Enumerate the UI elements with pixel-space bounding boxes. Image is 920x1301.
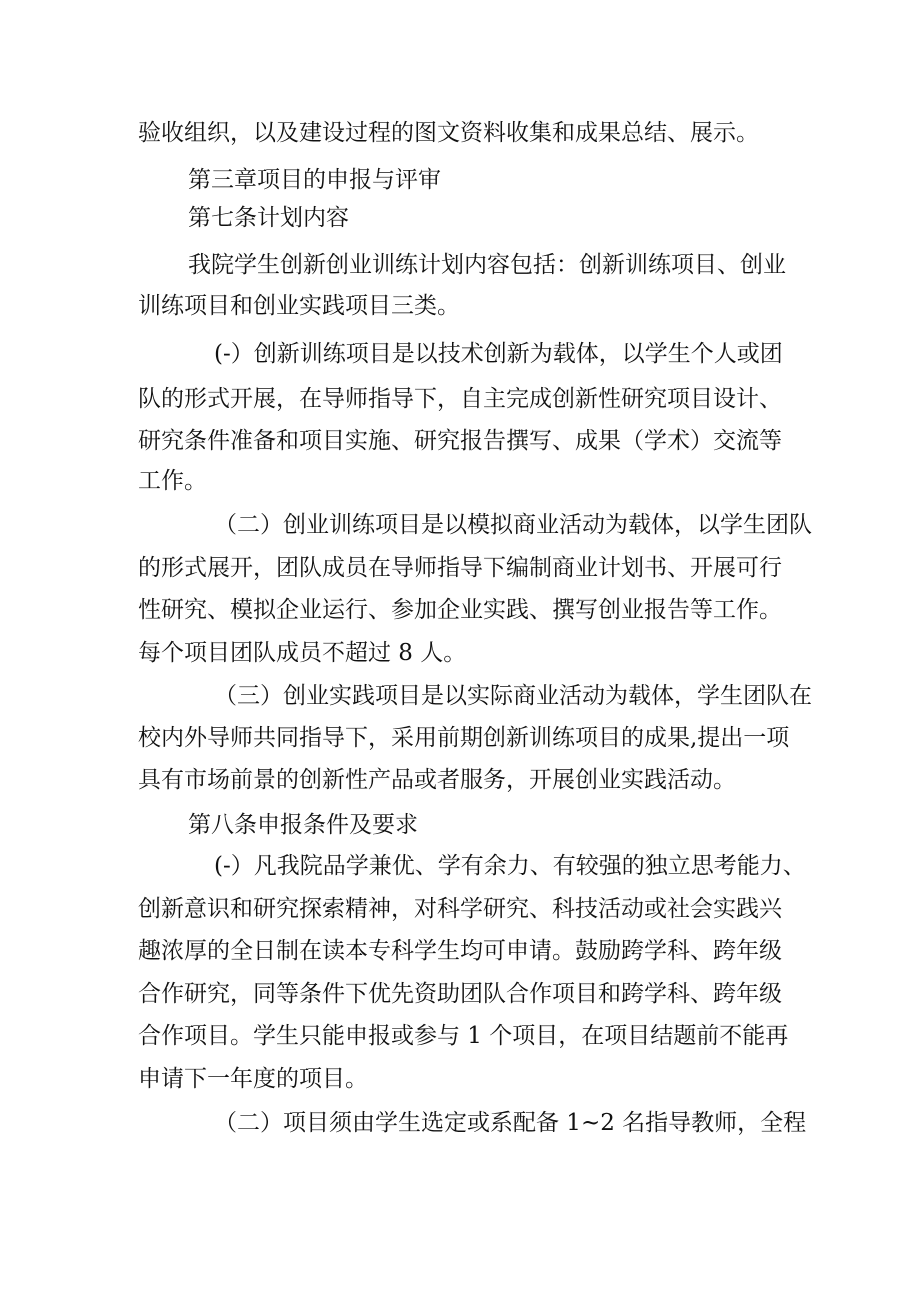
text-line: 的形式展开，团队成员在导师指导下编制商业计划书、开展可行 <box>138 555 782 581</box>
text-line: （三）创业实践项目是以实际商业活动为载体，学生团队在 <box>214 683 812 709</box>
text-line: （二）创业训练项目是以模拟商业活动为载体，以学生团队 <box>214 512 812 538</box>
article-heading: 第七条计划内容 <box>188 205 349 231</box>
text-line: 申请下一年度的项目。 <box>138 1066 368 1092</box>
text-line: (-）凡我院品学兼优、学有余力、有较强的独立思考能力、 <box>214 853 806 879</box>
text-line: 校内外导师共同指导下，采用前期创新训练项目的成果,提出一项 <box>138 725 790 751</box>
text-line: (-）创新训练项目是以技术创新为载体，以学生个人或团 <box>214 341 783 367</box>
text-line: 研究条件准备和项目实施、研究报告撰写、成果（学术）交流等 <box>138 428 782 454</box>
chapter-heading: 第三章项目的申报与评审 <box>188 167 441 193</box>
text-line: 性研究、模拟企业运行、参加企业实践、撰写创业报告等工作。 <box>138 597 782 623</box>
article-heading: 第八条申报条件及要求 <box>188 812 418 838</box>
text-line: 队的形式开展，在导师指导下，自主完成创新性研究项目设计、 <box>138 386 782 412</box>
text-line: 训练项目和创业实践项目三类。 <box>138 293 460 319</box>
text-line: 验收组织，以及建设过程的图文资料收集和成果总结、展示。 <box>138 120 759 146</box>
text-line: 合作研究，同等条件下优先资助团队合作项目和跨学科、跨年级 <box>138 981 782 1007</box>
text-line: 创新意识和研究探索精神，对科学研究、科技活动或社会实践兴 <box>138 896 782 922</box>
text-line: 具有市场前景的创新性产品或者服务，开展创业实践活动。 <box>138 767 736 793</box>
text-line: 趣浓厚的全日制在读本专科学生均可申请。鼓励跨学科、跨年级 <box>138 938 782 964</box>
text-line: 我院学生创新创业训练计划内容包括：创新训练项目、创业 <box>188 252 786 278</box>
text-line: 工作。 <box>138 468 207 494</box>
text-line: 合作项目。学生只能申报或参与 1 个项目，在项目结题前不能再 <box>138 1023 789 1049</box>
text-line: 每个项目团队成员不超过 8 人。 <box>138 640 467 666</box>
text-line: （二）项目须由学生选定或系配备 1~2 名指导教师，全程 <box>214 1110 807 1136</box>
